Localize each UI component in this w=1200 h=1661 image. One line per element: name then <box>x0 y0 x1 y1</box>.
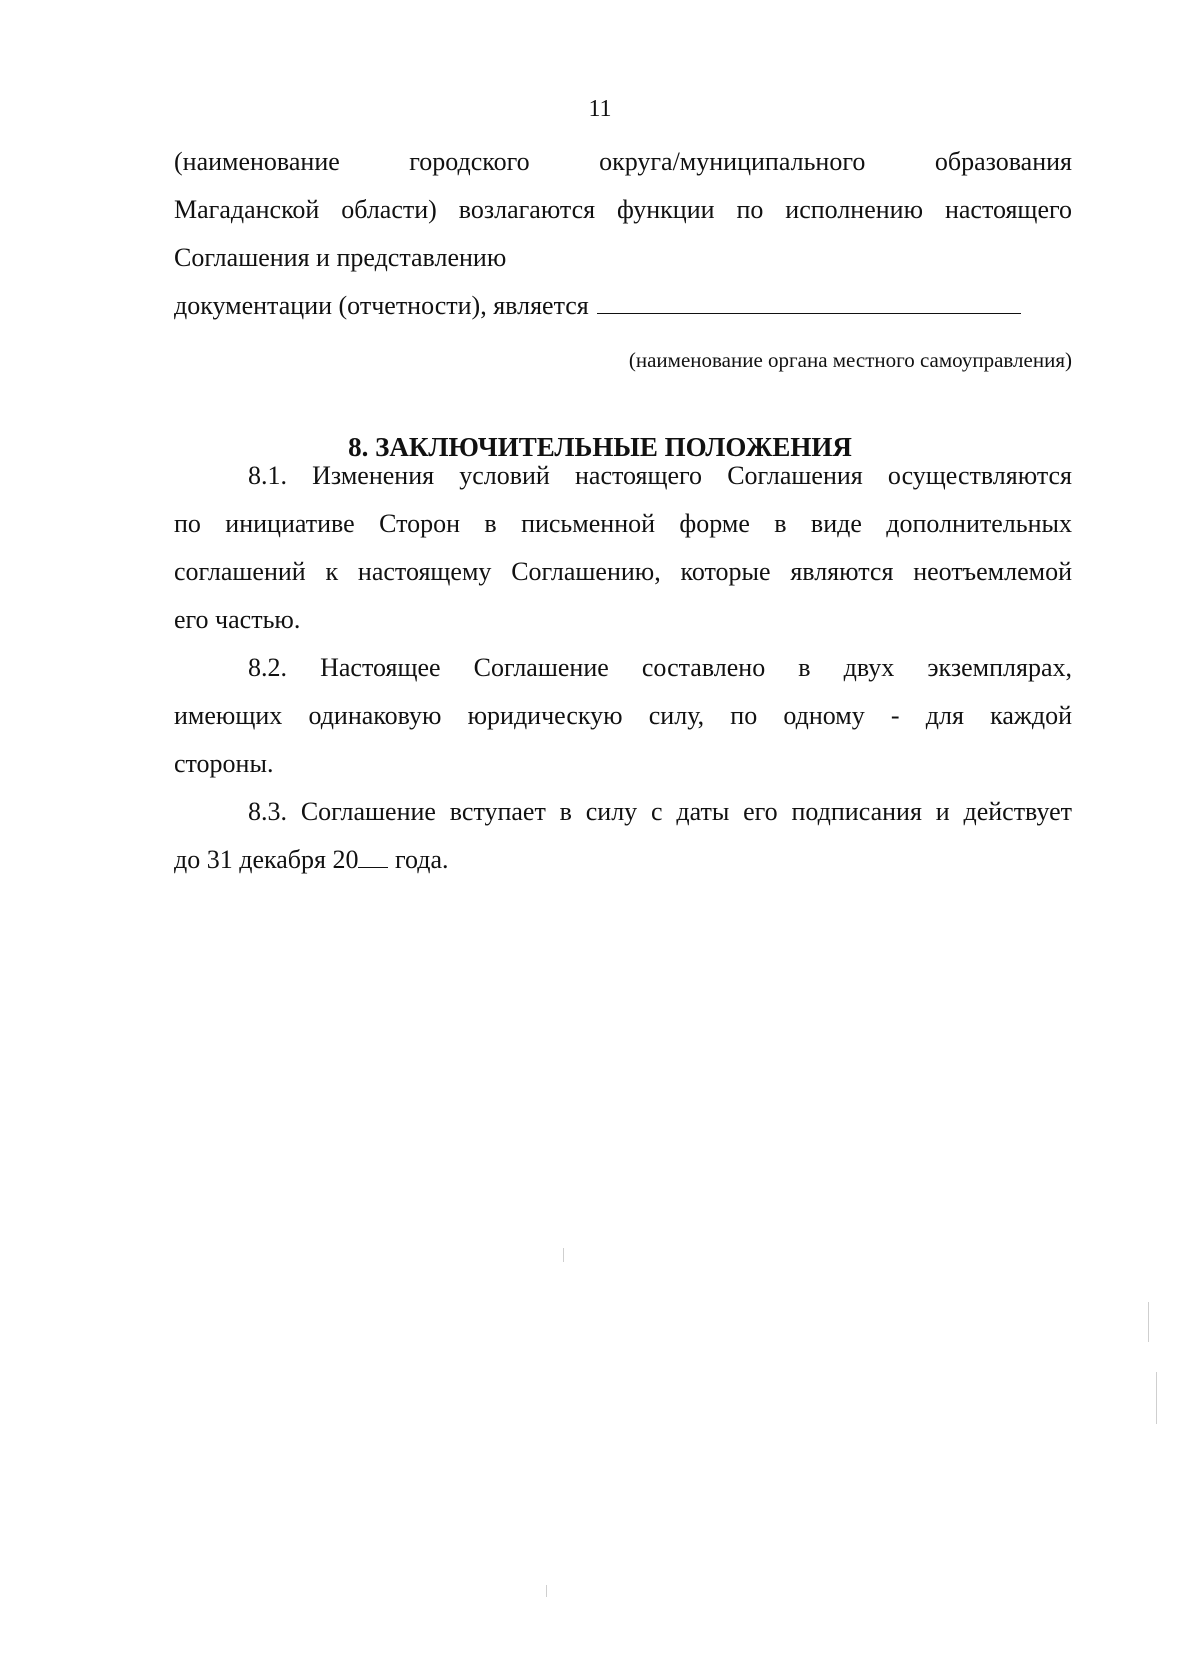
text-fragment: до 31 декабря 20 <box>174 845 359 874</box>
text-line-with-blank <box>174 836 1072 884</box>
word: (наименование <box>174 147 340 176</box>
text-line <box>174 138 1072 186</box>
text-line: стороны. <box>174 749 274 778</box>
section-heading: 8. ЗАКЛЮЧИТЕЛЬНЫЕ ПОЛОЖЕНИЯ <box>348 432 852 462</box>
word: городского <box>409 147 530 176</box>
fill-in-blank <box>358 843 388 868</box>
text-fragment: года. <box>388 845 449 874</box>
scan-artifact <box>546 1585 547 1597</box>
text-fragment: документации (отчетности), является <box>174 291 589 320</box>
word: образования <box>934 147 1072 176</box>
text-line: Соглашения и представлению <box>174 243 507 272</box>
text-line: по инициативе Сторон в письменной форме в виде дополнительных <box>174 509 1072 538</box>
text-line: Магаданской области) возлагаются функции по исполнению настоящего <box>174 195 1072 224</box>
fill-in-blank <box>597 285 1021 314</box>
text-line: 8.2. Настоящее Соглашение составлено в двух экземплярах, <box>248 653 1072 682</box>
word: округа/муниципального <box>599 147 866 176</box>
scan-artifact <box>563 1248 564 1262</box>
scan-artifact <box>1148 1302 1149 1342</box>
text-line: соглашений к настоящему Соглашению, которые являются неотъемлемой <box>174 557 1072 586</box>
text-line: 8.1. Изменения условий настоящего Соглашения осуществляются <box>248 461 1072 490</box>
text-line-with-blank <box>174 282 1072 330</box>
blank-caption: (наименование органа местного самоуправления) <box>628 348 1072 372</box>
section7-tail <box>174 138 1072 330</box>
paragraph-8-1 <box>174 452 1072 644</box>
scan-artifact <box>1156 1372 1157 1424</box>
text-line: его частью. <box>174 605 301 634</box>
text-line: имеющих одинаковую юридическую силу, по одному - для каждой <box>174 701 1072 730</box>
paragraph-8-2 <box>174 644 1072 788</box>
text-line: 8.3. Соглашение вступает в силу с даты его подписания и действует <box>248 797 1072 826</box>
paragraph-8-3 <box>174 788 1072 884</box>
page-number: 11 <box>588 96 612 122</box>
